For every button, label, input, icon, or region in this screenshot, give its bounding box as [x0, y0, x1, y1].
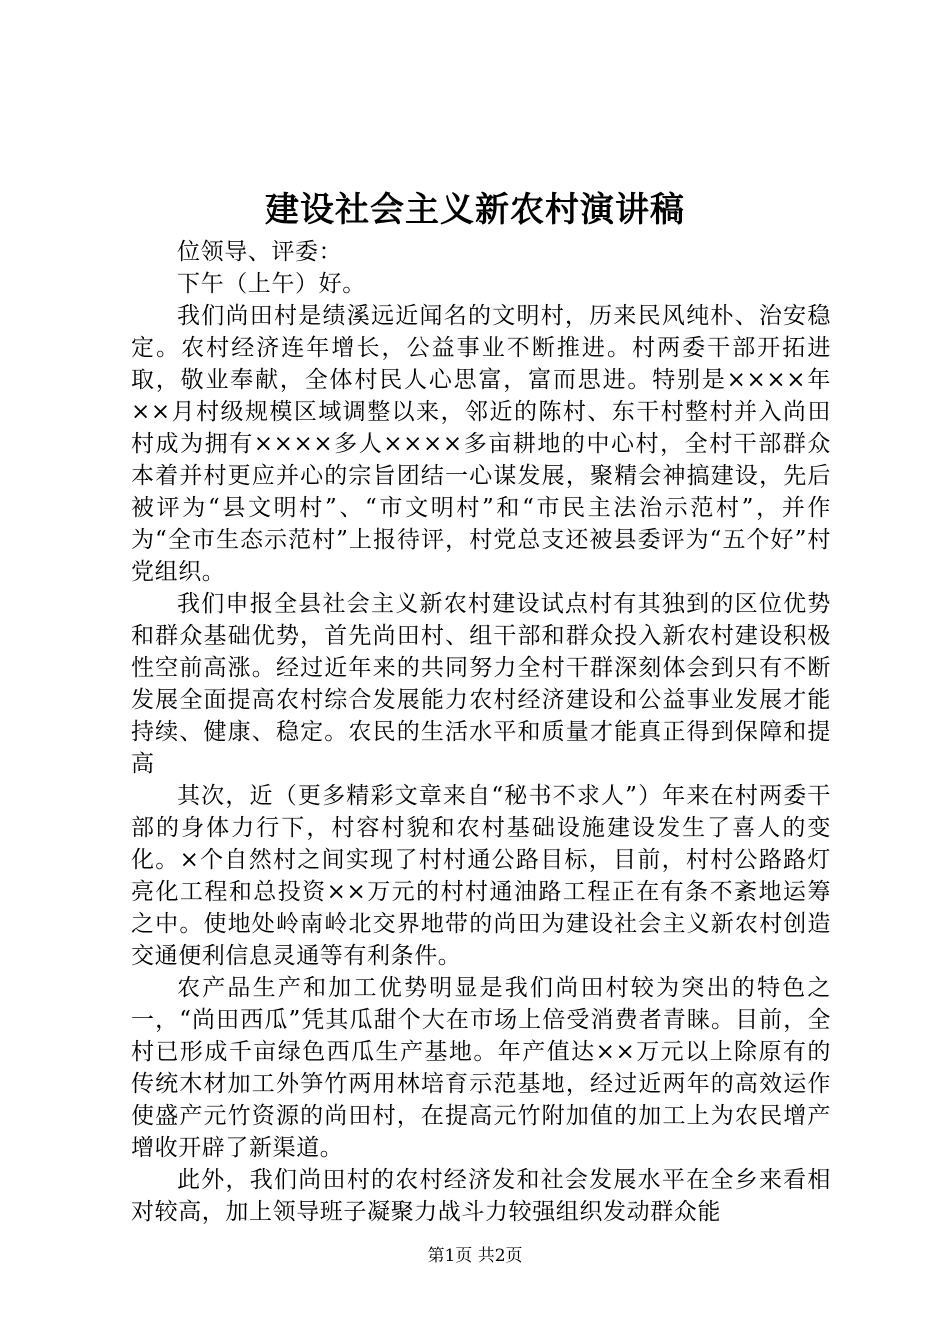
body-paragraph: 我们尚田村是绩溪远近闻名的文明村，历来民风纯朴、治安稳定。农村经济连年增长，公益事业不断推进。村两委干部开拓进取，敬业奉献，全体村民人心思富，富而思进。特别是××××年××月村级规模区域调整以来，邻近的陈村、东干村整村并入尚田村成为拥有××××多人××××多亩耕地的中心村，全村干部群众本着并村更应并心的宗旨团结一心谋发展，聚精会神搞建设，先后被评为“县文明村”、“市文明村”和“市民主法治示范村”，并作为“全市生态示范村”上报待评，村党总支还被县委评为“五个好”村党组织。	[131, 303, 831, 585]
document-title: 建设社会主义新农村演讲稿	[265, 190, 685, 230]
salutation: 位领导、评委：	[177, 239, 343, 265]
greeting: 下午（上午）好。	[177, 271, 366, 297]
body-paragraph: 农产品生产和加工优势明显是我们尚田村较为突出的特色之一，“尚田西瓜”凭其瓜甜个大在市场上倍受消费者青睐。目前，全村已形成千亩绿色西瓜生产基地。年产值达××万元以上除原有的传统木材加工外笋竹两用林培育示范基地，经过近两年的高效运作使盛产元竹资源的尚田村，在提高元竹附加值的加工上为农民增产增收开辟了新渠道。	[131, 975, 831, 1161]
body-paragraph: 我们申报全县社会主义新农村建设试点村有其独到的区位优势和群众基础优势，首先尚田村、组干部和群众投入新农村建设积极性空前高涨。经过近年来的共同努力全村干群深刻体会到只有不断发展全面提高农村综合发展能力农村经济建设和公益事业发展才能持续、健康、稳定。农民的生活水平和质量才能真正得到保障和提高	[131, 591, 831, 777]
document-body	[131, 236, 831, 1228]
body-paragraph: 此外，我们尚田村的农村经济发和社会发展水平在全乡来看相对较高，加上领导班子凝聚力战斗力较强组织发动群众能	[131, 1167, 831, 1225]
page-number-footer: 第1页 共2页	[427, 1246, 523, 1266]
body-paragraph: 其次，近（更多精彩文章来自“秘书不求人”）年来在村两委干部的身体力行下，村容村貌和农村基础设施建设发生了喜人的变化。×个自然村之间实现了村村通公路目标，目前，村村公路路灯亮化工程和总投资××万元的村村通油路工程正在有条不紊地运筹之中。使地处岭南岭北交界地带的尚田为建设社会主义新农村创造交通便利信息灵通等有利条件。	[131, 783, 831, 969]
